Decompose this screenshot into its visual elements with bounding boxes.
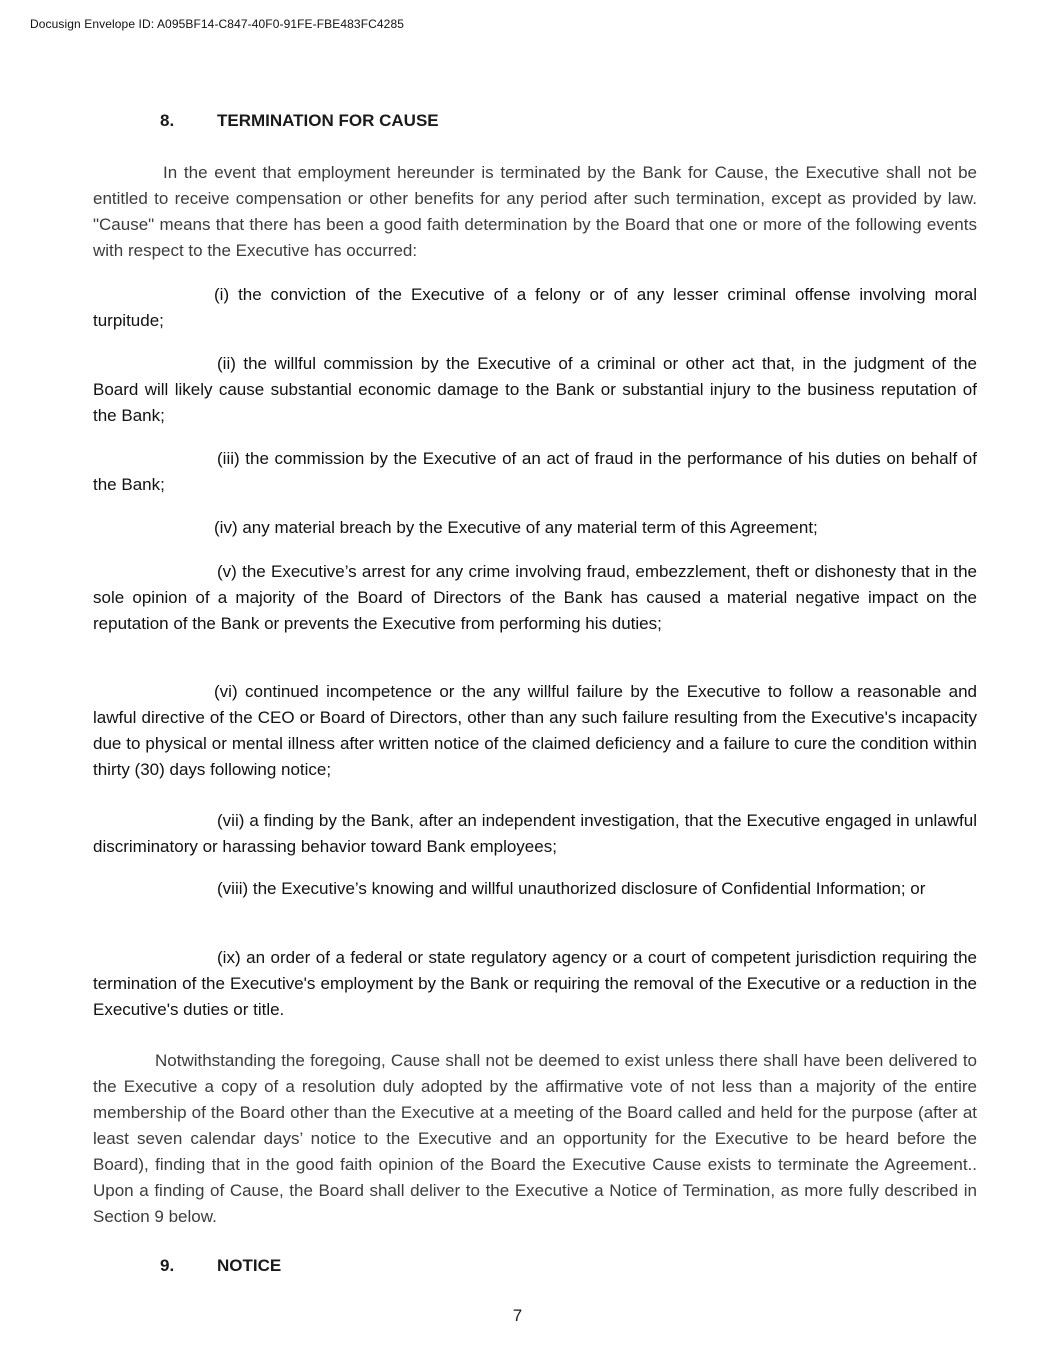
cause-item-ii: (ii) the willful commission by the Executive of a criminal or other act that, in the judgment of the Board will likely cause substantial economic damage to the Bank or substantial injury to the business reputation of the Bank;	[93, 354, 977, 425]
cause-item-v: (v) the Executive’s arrest for any crime involving fraud, embezzlement, theft or dishonesty that in the sole opinion of a majority of the Board of Directors of the Bank has caused a material negative impact on the reputation of the Bank or prevents the Executive from performing his duties;	[93, 562, 977, 633]
cause-item-viii: (viii) the Executive’s knowing and willful unauthorized disclosure of Confidential Information; or	[217, 879, 926, 898]
docusign-envelope-id: Docusign Envelope ID: A095BF14-C847-40F0-91FE-FBE483FC4285	[30, 17, 405, 31]
section-8-heading	[160, 111, 439, 131]
page-number: 7	[512, 1306, 523, 1325]
section-9-title: NOTICE	[217, 1256, 282, 1275]
cause-item-i: (i) the conviction of the Executive of a felony or of any lesser criminal offense involving moral turpitude;	[93, 285, 977, 330]
section-8-number: 8.	[160, 111, 175, 130]
cause-item-vii: (vii) a finding by the Bank, after an independent investigation, that the Executive engaged in unlawful discriminatory or harassing behavior toward Bank employees;	[93, 811, 977, 856]
cause-item-vi: (vi) continued incompetence or the any willful failure by the Executive to follow a reasonable and lawful directive of the CEO or Board of Directors, other than any such failure resulting from the Executive's incapacity due to physical or mental illness after written notice of the claimed deficiency and a failure to cure the condition within thirty (30) days following notice;	[93, 682, 977, 779]
cause-item-iv: (iv) any material breach by the Executive of any material term of this Agreement;	[214, 518, 818, 537]
cause-item-iii: (iii) the commission by the Executive of an act of fraud in the performance of his duties on behalf of the Bank;	[93, 449, 977, 494]
section-8-closing-paragraph: Notwithstanding the foregoing, Cause shall not be deemed to exist unless there shall have been delivered to the Executive a copy of a resolution duly adopted by the affirmative vote of not less than a majority of the entire membership of the Board other than the Executive at a meeting of the Board called and held for the purpose (after at least seven calendar days’ notice to the Executive and an opportunity for the Executive to be heard before the Board), finding that in the good faith opinion of the Board the Executive Cause exists to terminate the Agreement.. Upon a finding of Cause, the Board shall deliver to the Executive a Notice of Termination, as more fully described in Section 9 below.	[93, 1051, 977, 1226]
section-9-heading	[160, 1256, 281, 1276]
cause-item-ix: (ix) an order of a federal or state regulatory agency or a court of competent jurisdiction requiring the termination of the Executive's employment by the Bank or requiring the removal of the Executive or a reduction in the Executive's duties or title.	[93, 948, 977, 1019]
section-8-title: TERMINATION FOR CAUSE	[217, 111, 439, 130]
section-9-number: 9.	[160, 1256, 175, 1275]
section-8-intro-paragraph: In the event that employment hereunder is terminated by the Bank for Cause, the Executive shall not be entitled to receive compensation or other benefits for any period after such termination, except as provided by law. "Cause" means that there has been a good faith determination by the Board that one or more of the following events with respect to the Executive has occurred:	[93, 163, 977, 260]
